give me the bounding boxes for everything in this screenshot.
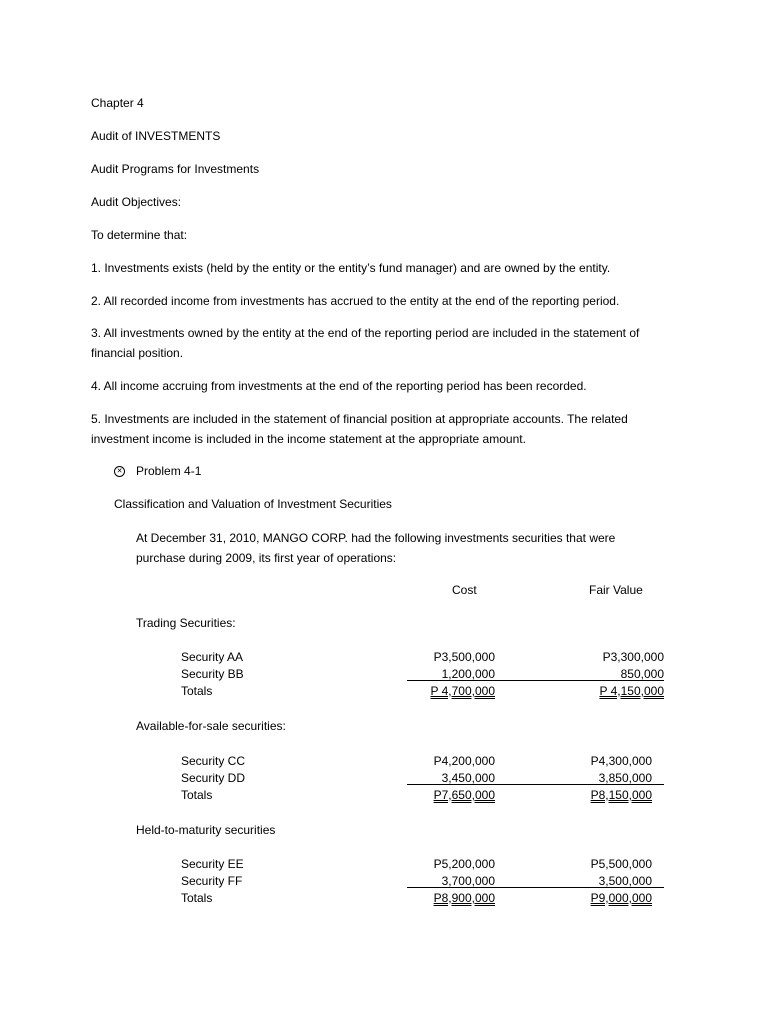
security-label: Security EE <box>181 857 244 871</box>
problem-description: At December 31, 2010, MANGO CORP. had the following investments securities that were purchase during 2009, its first year of operations: <box>136 531 616 565</box>
totals-label: Totals <box>181 891 213 905</box>
audit-programs-heading: Audit Programs for Investments <box>91 162 260 176</box>
fair-value: 850,000 <box>620 667 664 681</box>
problem-label: Problem 4-1 <box>136 464 202 478</box>
objective-item-2: 2. All recorded income from investments has accrued to the entity at the end of the reporting period. <box>91 294 620 308</box>
cost-total: P8,900,000 <box>433 891 495 905</box>
cost-column-header: Cost <box>452 583 477 597</box>
security-label: Security BB <box>181 667 244 681</box>
fair-value: P3,300,000 <box>602 650 664 664</box>
chapter-title: Audit of INVESTMENTS <box>91 129 221 143</box>
afs-cost-column <box>410 753 495 804</box>
fair-value: P4,300,000 <box>590 754 652 768</box>
cost-value: P5,200,000 <box>433 857 495 871</box>
objective-item-3: 3. All investments owned by the entity at the end of the reporting period are included in the statement of financial position. <box>91 326 640 360</box>
x-circle-icon: ✕ <box>114 466 125 477</box>
trading-labels <box>181 649 244 700</box>
fair-total: P9,000,000 <box>590 891 652 905</box>
htm-cost-column <box>410 856 495 907</box>
fair-value: 3,850,000 <box>598 771 652 785</box>
security-label: Security CC <box>181 754 246 768</box>
totals-label: Totals <box>181 684 213 698</box>
cost-total: P7,650,000 <box>433 788 495 802</box>
objectives-intro: To determine that: <box>91 228 188 242</box>
security-label: Security FF <box>181 874 243 888</box>
totals-label: Totals <box>181 788 213 802</box>
cost-value: 3,450,000 <box>441 771 495 785</box>
objective-item-4: 4. All income accruing from investments at the end of the reporting period has been recorded. <box>91 379 587 393</box>
section-heading-trading: Trading Securities: <box>136 616 236 630</box>
cost-value: 1,200,000 <box>441 667 495 681</box>
fair-value-column-header: Fair Value <box>589 583 643 597</box>
htm-labels <box>181 856 244 907</box>
section-heading-afs: Available-for-sale securities: <box>136 719 286 733</box>
audit-objectives-heading: Audit Objectives: <box>91 195 182 209</box>
fair-total: P8,150,000 <box>590 788 652 802</box>
afs-fair-column <box>560 753 652 804</box>
cost-value: P4,200,000 <box>433 754 495 768</box>
fair-value: P5,500,000 <box>590 857 652 871</box>
chapter-label: Chapter 4 <box>91 96 144 110</box>
objective-item-1: 1. Investments exists (held by the entity or the entity’s fund manager) and are owned by the entity. <box>91 261 611 275</box>
section-heading-htm: Held-to-maturity securities <box>136 823 276 837</box>
trading-cost-column <box>410 649 495 700</box>
problem-subtitle: Classification and Valuation of Investment Securities <box>114 497 392 511</box>
cost-total: P 4,700,000 <box>430 684 495 698</box>
objective-item-5: 5. Investments are included in the statement of financial position at appropriate accounts. The related investment income is included in the income statement at the appropriate amount. <box>91 412 628 446</box>
cost-value: P3,500,000 <box>433 650 495 664</box>
afs-labels <box>181 753 245 804</box>
cost-value: 3,700,000 <box>441 874 495 888</box>
htm-fair-column <box>560 856 652 907</box>
fair-total: P 4,150,000 <box>599 684 664 698</box>
security-label: Security AA <box>181 650 244 664</box>
trading-fair-column <box>560 649 664 700</box>
security-label: Security DD <box>181 771 246 785</box>
fair-value: 3,500,000 <box>598 874 652 888</box>
